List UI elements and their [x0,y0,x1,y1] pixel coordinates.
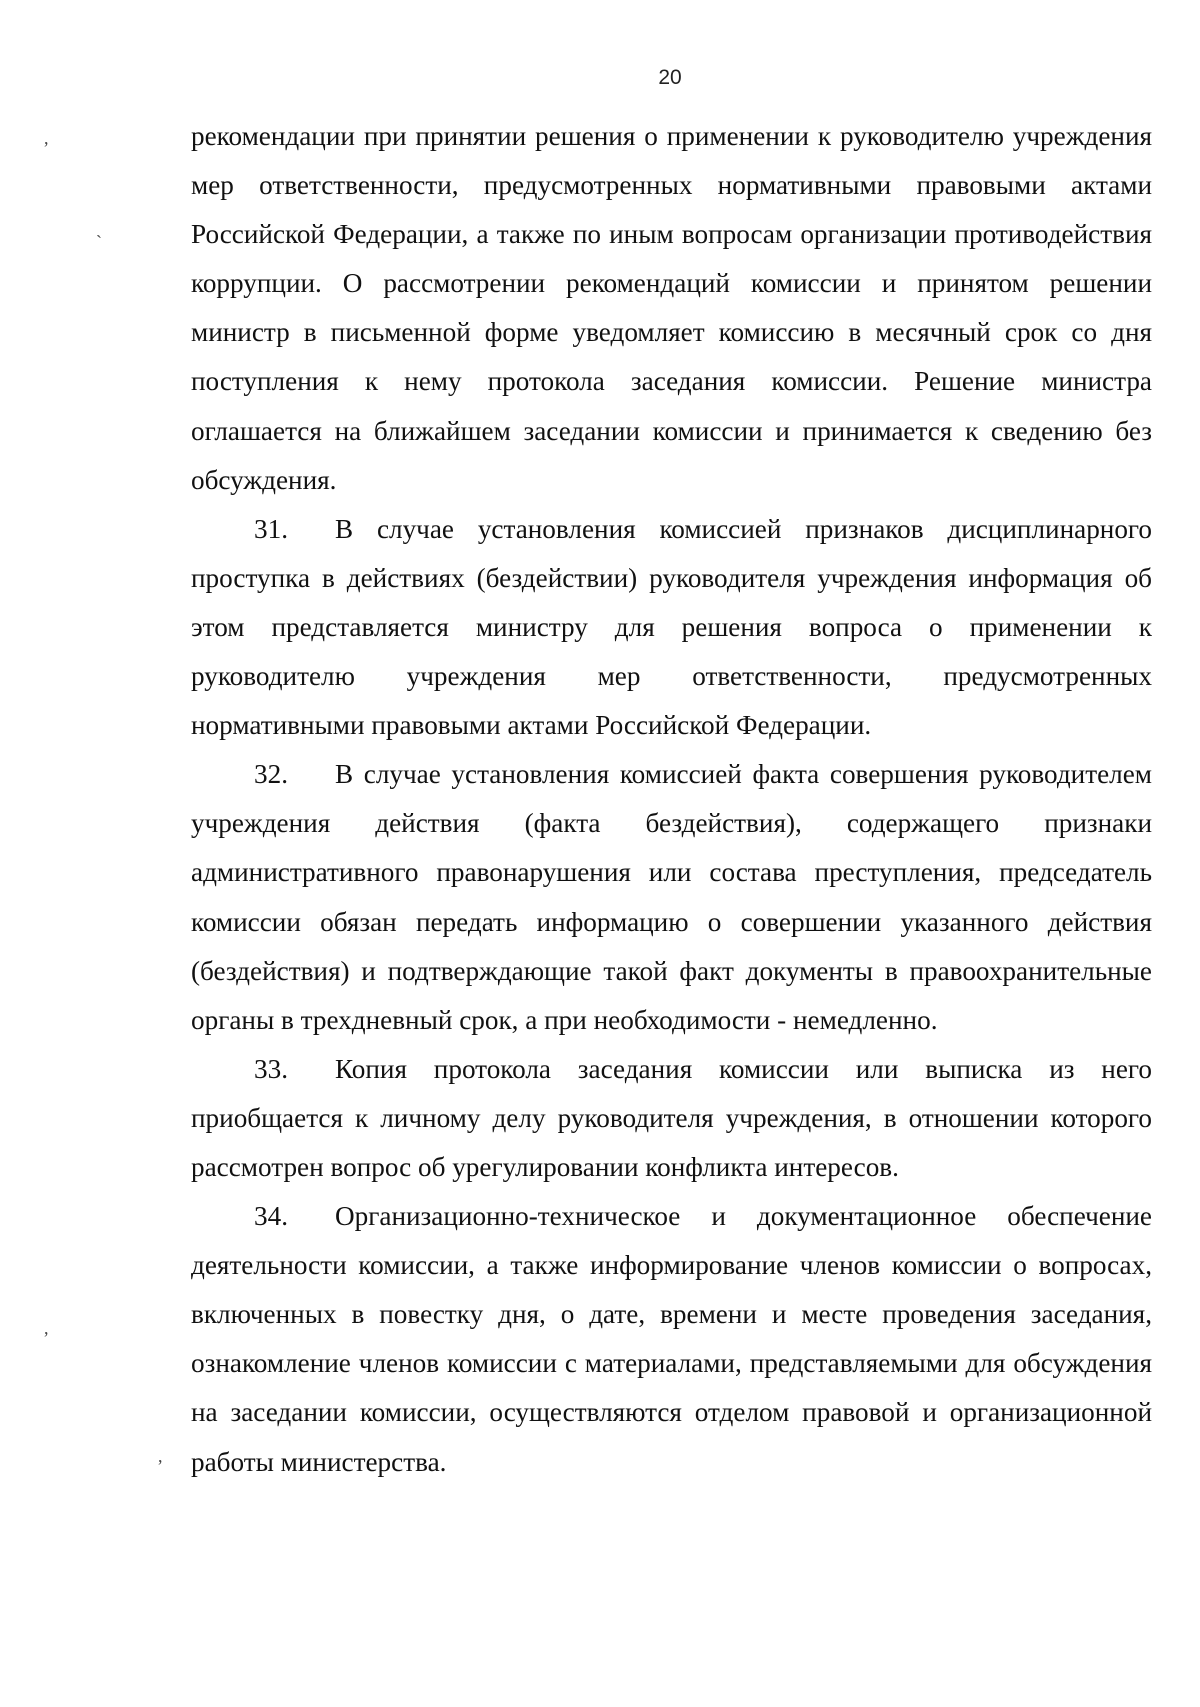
paragraph-34 [191,1192,1152,1487]
paragraph-text: В случае установления комиссией факта совершения руководителем учреждения действия (факта бездействия), содержащего признаки административного правонарушения или состава преступления, председатель комиссии обязан передать информацию о совершении указанного действия (бездействия) и подтверждающие такой факт документы в правоохранительные органы в трехдневный срок, а при необходимости - немедленно. [191,759,1152,1035]
paragraph-number: 32. [254,759,288,790]
scan-mark: ˎ [96,218,102,238]
paragraph-number: 31. [254,513,288,544]
paragraph-number: 34. [254,1201,288,1232]
page-number: 20 [658,66,682,89]
paragraph-text: В случае установления комиссией признаков дисциплинарного проступка в действиях (бездействии) руководителя учреждения информация об этом представляется министру для решения вопроса о применении к руководителю учреждения мер ответственности, предусмотренных нормативными правовыми актами Российской Федерации. [191,513,1152,741]
paragraph-33 [191,1045,1152,1192]
paragraph-text: Копия протокола заседания комиссии или выписка из него приобщается к личному делу руководителя учреждения, в отношении которого рассмотрен вопрос об урегулировании конфликта интересов. [191,1053,1152,1182]
paragraph-text: Организационно-техническое и документационное обеспечение деятельности комиссии, а также информирование членов комиссии о вопросах, включенных в повестку дня, о дате, времени и месте проведения заседания, ознакомление членов комиссии с материалами, представляемыми для обсуждения на заседании комиссии, осуществляются отделом правовой и организационной работы министерства. [191,1201,1152,1477]
scan-mark: , [158,1446,163,1466]
paragraph-continuation [191,112,1152,505]
scan-mark: , [44,128,49,148]
scan-mark: , [44,1318,49,1338]
paragraph-31 [191,505,1152,750]
document-body [191,112,1152,1487]
paragraph-number: 33. [254,1053,288,1084]
paragraph-text: рекомендации при принятии решения о применении к руководителю учреждения мер ответственности, предусмотренных нормативными правовыми актами Российской Федерации, а также по иным вопросам организации противодействия коррупции. О рассмотрении рекомендаций комиссии и принятом решении министр в письменной форме уведомляет комиссию в месячный срок со дня поступления к нему протокола заседания комиссии. Решение министра оглашается на ближайшем заседании комиссии и принимается к сведению без обсуждения. [191,121,1152,495]
paragraph-32 [191,750,1152,1045]
